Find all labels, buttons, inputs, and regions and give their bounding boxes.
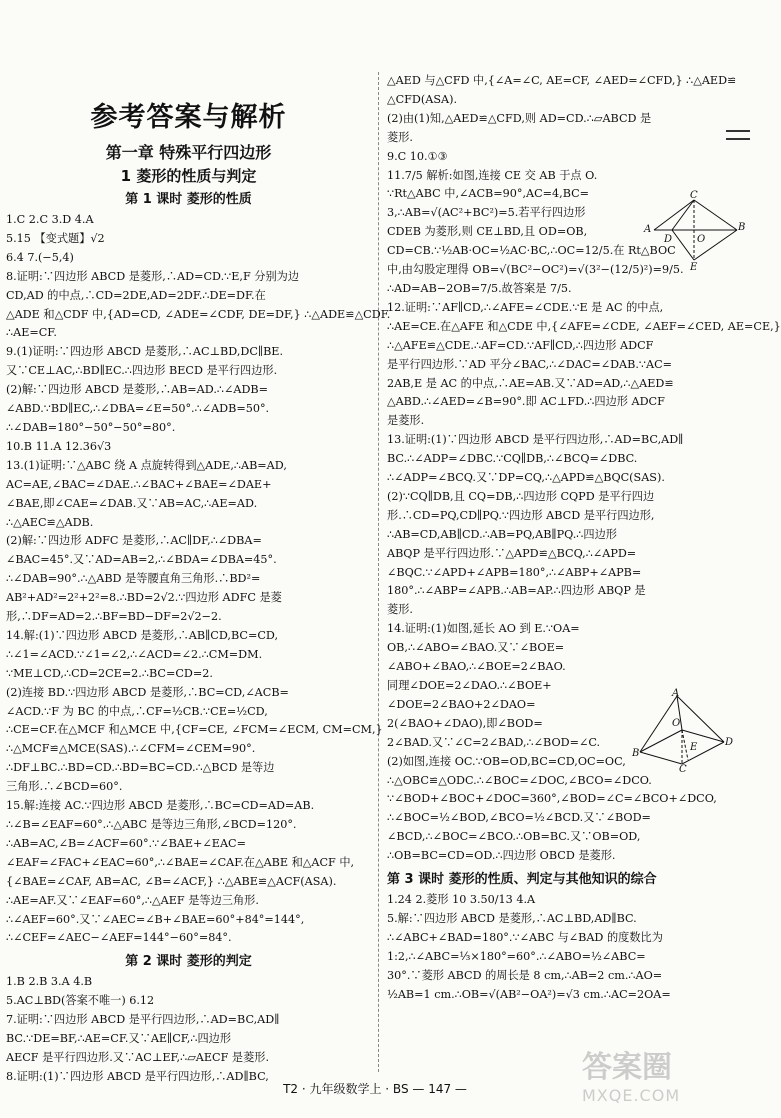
answer-line: ∴AB=AC,∠B=∠ACF=60°.∵∠BAE+∠EAC= [6, 836, 246, 850]
answer-line: △AED 与△CFD 中,{∠A=∠C, AE=CF, ∠AED=∠CFD,} ∴△AED≌ [387, 74, 737, 87]
answer-line: 菱形. [387, 603, 413, 617]
answer-line: 三角形.∴∠BCD=60°. [6, 780, 123, 794]
answer-line: ∴∠DAB=90°.∴△ABD 是等腰直角三角形.∴BD²= [6, 572, 261, 586]
lesson-heading: 第 2 课时 菱形的判定 [125, 954, 252, 970]
fig1-label: O [697, 234, 706, 245]
answer-line: {∠BAE=∠CAF, AB=AC, ∠B=∠ACF,} ∴△ABE≌△ACF(ASA). [6, 874, 337, 888]
answer-line: 2(∠BAO+∠DAO),即∠BOD= [387, 716, 543, 730]
fig2-label: B [632, 748, 640, 759]
answer-line: ∴AE=CE.在△AFE 和△CDE 中,{∠AFE=∠CDE, ∠AEF=∠CED, AE=CE,} [387, 319, 781, 333]
answer-line: ∵ME⊥CD,∴CD=2CE=2.∴BC=CD=2. [6, 666, 213, 680]
answer-line: 1.B 2.B 3.A 4.B [6, 975, 93, 989]
answer-line: BC.∵DE=BF,∴AE=CF.又∵AE∥CF,∴四边形 [6, 1032, 232, 1046]
answer-line: 是平行四边形.∵AD 平分∠BAC,∴∠DAC=∠DAB.∵AC= [387, 357, 673, 371]
answer-line: ∠BCD,∴∠BOC=∠BCO.∴OB=BC.又∵OB=OD, [387, 830, 641, 844]
answer-line: (2)连接 BD.∵四边形 ABCD 是菱形,∴BC=CD,∠ACB= [6, 685, 289, 699]
answer-line: 13.(1)证明:∵△ABC 绕 A 点旋转得到△ADE,∴AB=AD, [6, 458, 287, 472]
answer-line: △ADE 和△CDF 中,{AD=CD, ∠ADE=∠CDF, DE=DF,} ∴△ADE≌△CDF. [6, 307, 391, 321]
page-title: 参考答案与解析 [90, 102, 287, 133]
answer-line: 是菱形. [387, 414, 425, 428]
answer-line: ∴DF⊥BC.∴BD=CD.∴BD=BC=CD.∴△BCD 是等边 [6, 761, 275, 775]
answer-line: ∠DOE=2∠BAO+2∠DAO= [387, 697, 536, 711]
answer-line: 13.证明:(1)∵四边形 ABCD 是平行四边形,∴AD=BC,AD∥ [387, 433, 684, 447]
answer-line: 同理∠DOE=2∠DAO.∴∠BOE+ [387, 679, 552, 692]
answer-line: ∵∠BOD+∠BOC+∠DOC=360°,∠BOD=∠C=∠BCO+∠DCO, [387, 792, 717, 806]
answer-line: 1.24 2.菱形 10 3.50/13 4.A [387, 893, 536, 907]
answer-line: 30°.∵菱形 ABCD 的周长是 8 cm,∴AB=2 cm.∴AO= [387, 968, 663, 982]
answer-line: 1.C 2.C 3.D 4.A [6, 213, 94, 226]
answer-line: 形.∴CD=PQ,CD∥PQ.∵四边形 ABCD 是平行四边形, [387, 508, 655, 522]
answer-line: ∴∠DAB=180°−50°−50°=80°. [6, 420, 176, 434]
answer-line: (2)如图,连接 OC.∵OB=OD,BC=CD,OC=OC, [387, 754, 626, 768]
answer-line: 9.C 10.①③ [387, 149, 448, 163]
answer-line: 又∵CE⊥AC,∴BD∥EC.∴四边形 BECD 是平行四边形. [6, 364, 278, 378]
answer-line: 2∠BAD.又∵∠C=2∠BAD,∴∠BOD=∠C. [387, 735, 601, 749]
answer-line: 中,由勾股定理得 OB=√(BC²−OC²)=√(3²−(12/5)²)=9/5. [387, 263, 684, 277]
answer-line: ∴∠1=∠ACD.∵∠1=∠2,∴∠ACD=∠2.∴CM=DM. [6, 647, 263, 661]
page-footer: T2 · 九年级数学上 · BS — 147 — [283, 1082, 467, 1096]
answer-line: 菱形. [387, 130, 413, 144]
fig2-label: O [672, 718, 681, 729]
answer-line: ∠EAF=∠FAC+∠EAC=60°,∴∠BAE=∠CAF.在△ABE 和△ACF 中, [6, 855, 355, 869]
left-column [6, 85, 391, 1087]
fig1-label: A [644, 224, 652, 235]
rhombus-figure [642, 190, 746, 273]
answer-line: 12.证明:∵AF∥CD,∴∠AFE=∠CDE.∵E 是 AC 的中点, [387, 300, 664, 314]
answer-line: ∴∠CEF=∠AEC−∠AEF=144°−60°=84°. [6, 931, 232, 945]
answer-line: ∴AB=CD,AB∥CD.∴AB=PQ,AB∥PQ.∴四边形 [387, 527, 617, 541]
answer-line: 形,∴DF=AD=2.∴BF=BD−DF=2√2−2. [6, 610, 222, 624]
answer-line: ∠BAC=45°.又∵AD=AB=2,∴∠BDA=∠DBA=45°. [6, 553, 277, 567]
answer-line: 8.证明:∵四边形 ABCD 是菱形,∴AD=CD.∵E,F 分别为边 [6, 269, 300, 283]
answer-line: AC=AE,∠BAC=∠DAE.∴∠BAC+∠BAE=∠DAE+ [6, 477, 272, 491]
right-answers-part2 [387, 891, 743, 1004]
answer-line: ∠BAE,即∠CAE=∠DAB.又∵AB=AC,∴AE=AD. [6, 496, 258, 510]
answer-line: ∴AE=AF.又∵∠EAF=60°,∴△AEF 是等边三角形. [6, 893, 259, 907]
answer-line: ∠ABO+∠BAO,∴∠BOE=2∠BAO. [387, 660, 566, 674]
watermark-logo: 答案圈 MXQE.COM [582, 1050, 681, 1105]
fig1-label: D [664, 234, 673, 245]
answer-line: ∴△MCF≌△MCE(SAS).∴∠CFM=∠CEM=90°. [6, 742, 256, 756]
kite-figure [632, 688, 734, 775]
answer-line: 14.解:(1)∵四边形 ABCD 是菱形,∴AB∥CD,BC=CD, [6, 628, 279, 642]
answer-line: ½AB=1 cm.∴OB=√(AB²−OA²)=√3 cm.∴AC=2OA= [387, 987, 671, 1001]
answer-line: 10.B 11.A 12.36√3 [6, 439, 112, 453]
answer-line: 15.解:连接 AC.∵四边形 ABCD 是菱形,∴BC=CD=AD=AB. [6, 799, 315, 813]
answer-line: AECF 是平行四边形.又∵AC⊥EF,∴▱AECF 是菱形. [6, 1050, 270, 1064]
lesson-heading: 第 1 课时 菱形的性质 [125, 192, 252, 207]
answer-line: ∠BQC.∵∠APD+∠APB=180°,∴∠ABP+∠APB= [387, 565, 642, 579]
answer-line: ∠ACD.∵F 为 BC 的中点,∴CF=½CB.∵CE=½CD, [6, 704, 268, 718]
left-answers-part2 [6, 973, 371, 1086]
answer-line: 8.证明:(1)∵四边形 ABCD 是平行四边形,∴AD∥BC, [6, 1069, 269, 1083]
answer-line: (2)由(1)知,△AED≌△CFD,则 AD=CD.∴▱ABCD 是 [387, 111, 652, 125]
answer-line: CD=CB.∵½AB·OC=½AC·BC,∴OC=12/5.在 Rt△BOC [387, 244, 676, 258]
answer-line: ∴∠ABC+∠BAD=180°.∵∠ABC 与∠BAD 的度数比为 [387, 930, 663, 944]
answer-line: ∴△AFE≌△CDE.∴AF=CD.∵AF∥CD,∴四边形 ADCF [387, 338, 654, 352]
answer-line: ∴∠B=∠EAF=60°.∴△ABC 是等边三角形,∠BCD=120°. [6, 818, 297, 831]
answer-line: 1:2,∴∠ABC=⅓×180°=60°.∴∠ABO=½∠ABC= [387, 949, 646, 963]
fig2-label: D [725, 737, 734, 748]
answer-line: (2)∵CQ∥DB,且 CQ=DB,∴四边形 CQPD 是平行四边 [387, 489, 655, 503]
answer-line: ∴△AEC≌△ADB. [6, 515, 94, 529]
fig1-label: E [690, 262, 698, 273]
answer-line: △ABD.∴∠AED=∠B=90°.即 AC⊥FD.∴四边形 ADCF [387, 395, 665, 409]
column-divider [378, 72, 379, 1072]
answer-line: CD,AD 的中点,∴CD=2DE,AD=2DF.∴DE=DF.在 [6, 288, 266, 302]
answer-line: 180°.∴∠ABP=∠APB.∴AB=AP.∴四边形 ABQP 是 [387, 584, 646, 598]
answer-line: 9.(1)证明:∵四边形 ABCD 是菱形,∴AC⊥BD,DC∥BE. [6, 345, 284, 359]
left-answers-part1 [6, 211, 391, 948]
answer-line: (2)解:∵四边形 ADFC 是菱形,∴AC∥DF,∴∠DBA= [6, 534, 262, 548]
answer-line: △CFD(ASA). [387, 92, 458, 106]
fig1-label: C [690, 190, 698, 201]
answer-line: ∴OB=BC=CD=OD.∴四边形 OBCD 是菱形. [387, 849, 616, 863]
answer-line: 5.解:∵四边形 ABCD 是菱形,∴AC⊥BD,AD∥BC. [387, 911, 637, 925]
answer-line: ∴AE=CF. [6, 326, 57, 340]
lesson-heading: 第 3 课时 菱形的性质、判定与其他知识的综合 [387, 872, 657, 888]
answer-line: ∴CE=CF.在△MCF 和△MCE 中,{CF=CE, ∠FCM=∠ECM, CM=CM,} [6, 723, 383, 737]
answer-line: ∴∠BOC=½∠BOD,∠BCO=½∠BCD.又∵∠BOD= [387, 811, 651, 825]
answer-line: ∵Rt△ABC 中,∠ACB=90°,AC=4,BC= [387, 187, 590, 201]
answer-line: (2)解:∵四边形 ABCD 是菱形,∴AB=AD.∴∠ADB= [6, 383, 269, 397]
chapter-heading: 第一章 特殊平行四边形 [105, 143, 272, 162]
fig2-label: E [690, 742, 698, 753]
section-heading: 1 菱形的性质与判定 [120, 167, 257, 185]
answer-line: CDEB 为菱形,则 CE⊥BD,且 OD=OB, [387, 225, 588, 239]
answer-line: AB²+AD²=2²+2²=8.∴BD=2√2.∵四边形 ADFC 是菱 [6, 591, 282, 605]
answer-line: ∴△OBC≌△ODC.∴∠BOC=∠DOC,∠BCO=∠DCO. [387, 773, 652, 787]
answer-line: ∴∠AEF=60°.又∵∠AEC=∠B+∠BAE=60°+84°=144°, [6, 912, 305, 926]
answer-line: OB,∴∠ABO=∠BAO.又∵∠BOE= [387, 641, 565, 655]
answer-line: 5.AC⊥BD(答案不唯一) 6.12 [6, 994, 155, 1008]
fig2-label: C [679, 764, 687, 775]
answer-line: ABQP 是平行四边形.∵△APD≌△BCQ,∴∠APD= [387, 546, 637, 560]
answer-line: 14.证明:(1)如图,延长 AO 到 E.∵OA= [387, 622, 580, 636]
answer-line: 5.15 【变式题】√2 [6, 231, 105, 245]
answer-line: ∴AD=AB−2OB=7/5.故答案是 7/5. [387, 281, 572, 295]
fig2-label: A [672, 688, 680, 699]
answer-line: ∠ABD.∵BD∥EC,∴∠DBA=∠E=50°.∴∠ADB=50°. [6, 402, 270, 416]
answer-line: 11.7/5 解析:如图,连接 CE 交 AB 于点 O. [387, 168, 598, 182]
answer-line: ∴∠ADP=∠BCQ.又∵DP=CQ,∴△APD≌△BQC(SAS). [387, 471, 665, 485]
answer-line: 6.4 7.(−5,4) [6, 250, 74, 264]
fig1-label: B [738, 222, 746, 233]
answer-line: 7.证明:∵四边形 ABCD 是平行四边形,∴AD=BC,AD∥ [6, 1013, 280, 1027]
answer-line: 3,∴AB=√(AC²+BC²)=5.若平行四边形 [387, 206, 586, 220]
answer-line: BC.∴∠ADP=∠DBC.∵CQ∥DB,∴∠BCQ=∠DBC. [387, 452, 638, 466]
answer-line: 2AB,E 是 AC 的中点,∴AE=AB.又∵AD=AD,∴△AED≌ [387, 376, 674, 390]
